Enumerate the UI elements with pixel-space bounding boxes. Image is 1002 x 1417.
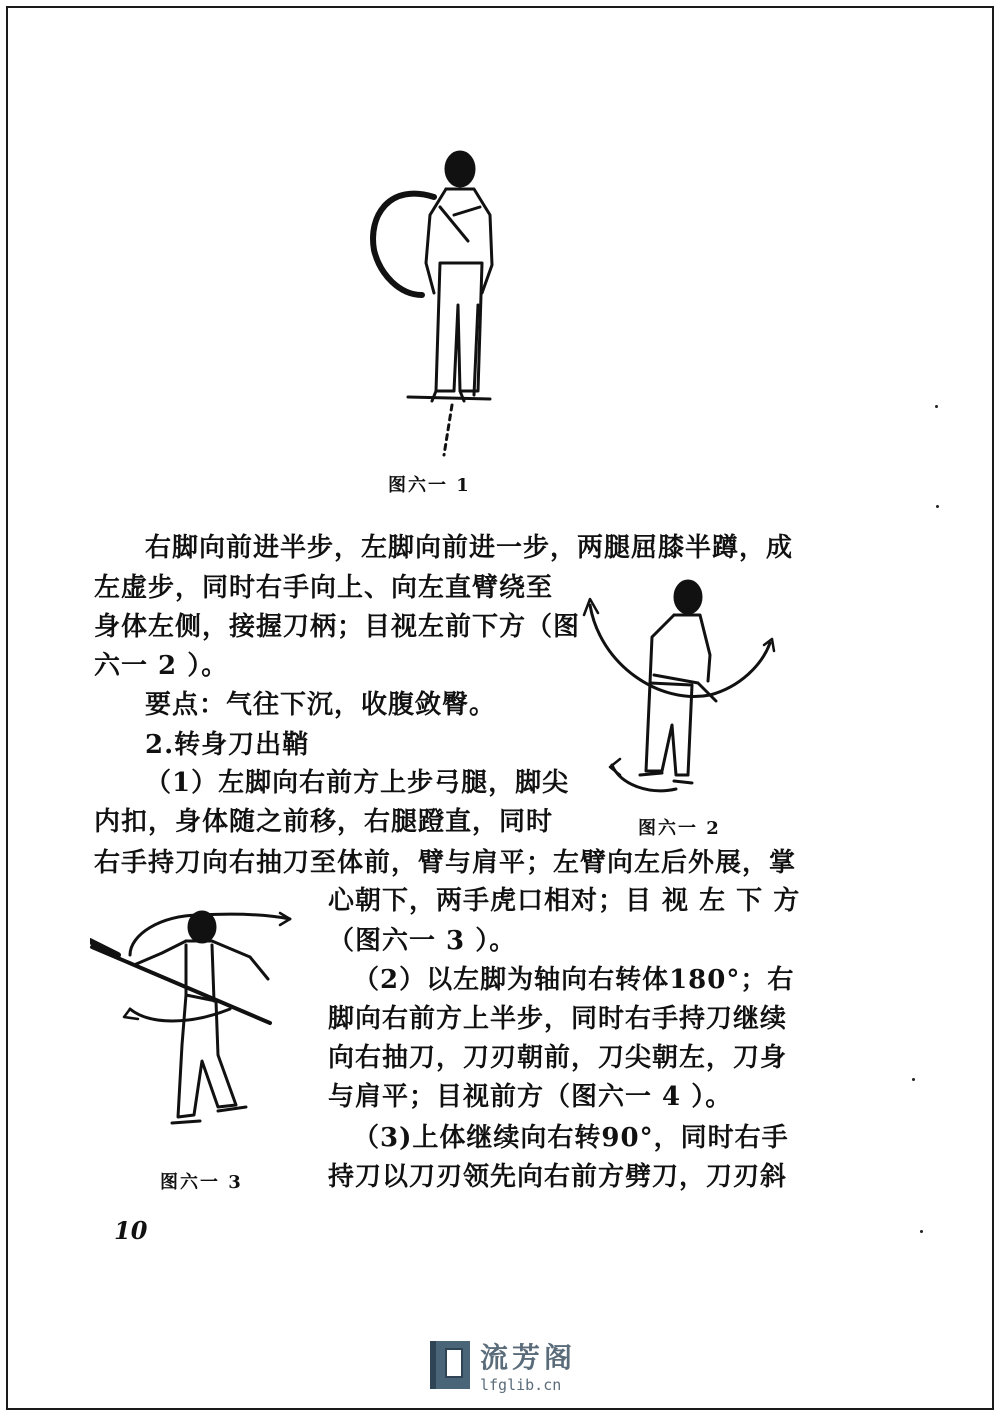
page-number: 10 bbox=[114, 1216, 148, 1245]
key-points-line: 要点：气往下沉，收腹敛臀。 bbox=[145, 690, 497, 720]
figure-6-3-illustration bbox=[90, 905, 300, 1135]
paragraph-line: 心朝下，两手虎口相对；目 视 左 下 方 bbox=[328, 886, 801, 916]
paragraph-line: （2）以左脚为轴向右转体180°；右 bbox=[353, 965, 795, 995]
paragraph-line: 左虚步，同时右手向上、向左直臂绕至 bbox=[94, 573, 554, 603]
watermark-en: lfglib.cn bbox=[480, 1376, 562, 1394]
paragraph-line: （3)上体继续向右转90°，同时右手 bbox=[353, 1123, 789, 1153]
book-icon bbox=[428, 1339, 472, 1391]
scan-dot bbox=[935, 405, 938, 408]
scan-dot bbox=[920, 1230, 923, 1233]
paragraph-line: （1）左脚向右前方上步弓腿，脚尖 bbox=[145, 768, 570, 798]
section-heading: 2.转身刀出鞘 bbox=[145, 730, 310, 760]
paragraph-line: 右手持刀向右抽刀至体前，臂与肩平；左臂向左后外展，掌 bbox=[94, 848, 797, 878]
paragraph-line: 持刀以刀刃领先向右前方劈刀，刀刃斜 bbox=[328, 1162, 788, 1192]
watermark-cn: 流芳阁 bbox=[480, 1341, 577, 1374]
paragraph-line: 内扣，身体随之前移，右腿蹬直，同时 bbox=[94, 807, 554, 837]
figure-6-2-caption: 图六一 2 bbox=[638, 818, 721, 839]
figure-6-2-illustration bbox=[580, 575, 780, 800]
paragraph-line: 身体左侧，接握刀柄；目视左前下方（图 bbox=[94, 612, 581, 642]
paragraph-line: 向右抽刀，刀刃朝前，刀尖朝左，刀身 bbox=[328, 1043, 788, 1073]
figure-6-1-illustration bbox=[360, 145, 510, 460]
paragraph-line: 与肩平；目视前方（图六一 4 ）。 bbox=[328, 1082, 733, 1112]
paragraph-line: （图六一 3 ）。 bbox=[328, 926, 517, 956]
figure-6-3-caption: 图六一 3 bbox=[160, 1172, 243, 1193]
scan-dot bbox=[912, 1078, 915, 1081]
paragraph-line: 右脚向前进半步，左脚向前进一步，两腿屈膝半蹲，成 bbox=[145, 533, 794, 563]
watermark bbox=[428, 1336, 576, 1394]
figure-6-1-caption: 图六一 1 bbox=[388, 475, 471, 496]
scan-dot bbox=[936, 505, 939, 508]
paragraph-line: 六一 2 ）。 bbox=[94, 651, 229, 681]
paragraph-line: 脚向右前方上半步，同时右手持刀继续 bbox=[328, 1004, 788, 1034]
